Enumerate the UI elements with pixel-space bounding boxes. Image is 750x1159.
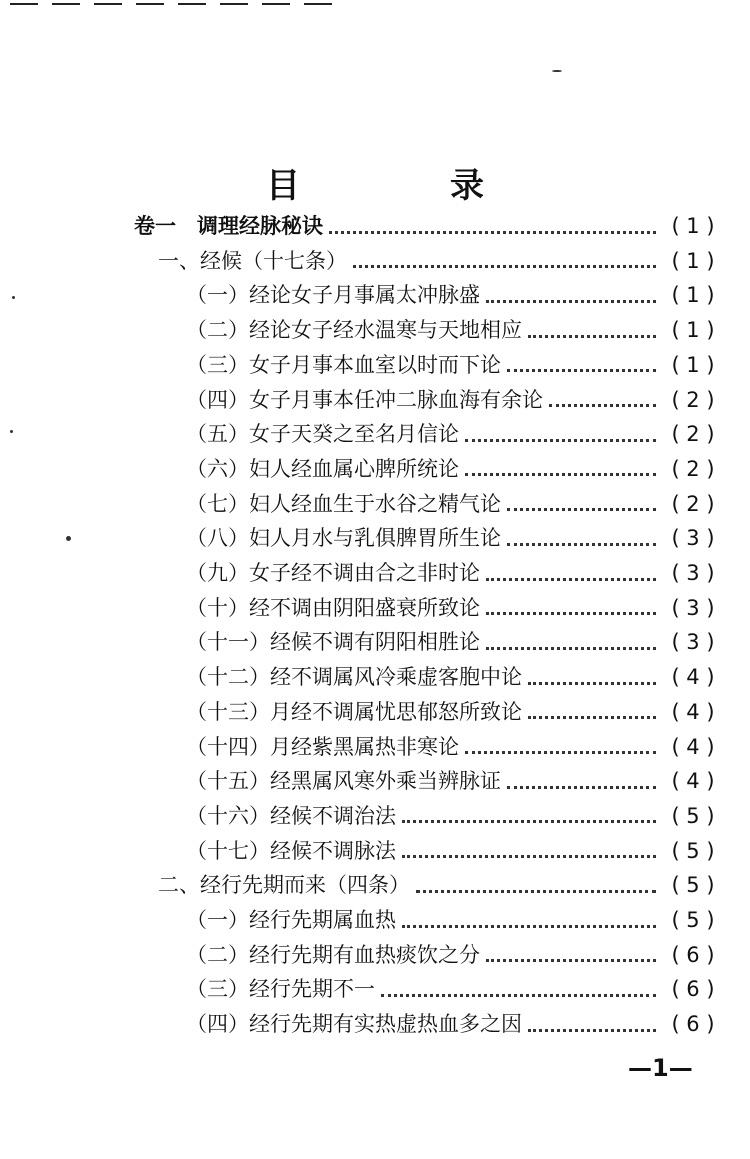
ink-speck — [552, 70, 562, 72]
toc-entry[interactable] — [186, 591, 724, 625]
toc-entry-label: （六）妇人经血属心脾所统论 — [186, 456, 459, 481]
dot-leader — [486, 300, 656, 303]
toc-entry-label: （十二）经不调属风冷乘虚客胞中论 — [186, 665, 522, 690]
toc-entry-page: ( 2 ) — [671, 491, 715, 516]
toc-entry[interactable] — [186, 660, 724, 694]
toc-entry[interactable] — [186, 695, 724, 729]
toc-entry[interactable] — [186, 278, 724, 312]
dot-leader — [465, 751, 656, 754]
dot-leader — [353, 265, 656, 268]
toc-entry-label: （十三）月经不调属忧思郁怒所致论 — [186, 699, 522, 724]
toc-entry-label: （十七）经候不调脉法 — [186, 838, 396, 863]
dot-leader — [528, 335, 656, 338]
toc-entry-page: ( 2 ) — [671, 456, 715, 481]
dot-leader — [486, 612, 656, 615]
toc-entry[interactable] — [186, 487, 724, 521]
toc-entry-page: ( 6 ) — [671, 977, 715, 1002]
toc-entry-page: ( 2 ) — [671, 422, 715, 447]
toc-entry-label: （一）经论女子月事属太冲脉盛 — [186, 283, 480, 308]
dot-leader — [507, 786, 656, 789]
toc-entry-label: 卷一 调理经脉秘诀 — [134, 214, 323, 238]
toc-entry-page: ( 1 ) — [671, 318, 715, 343]
toc-entry[interactable] — [186, 1007, 724, 1041]
dot-leader — [528, 682, 656, 685]
toc-entry-page: ( 6 ) — [671, 942, 715, 967]
toc-entry-page: ( 4 ) — [671, 769, 715, 794]
toc-entry-page: ( 5 ) — [671, 908, 715, 932]
ink-speck — [12, 296, 15, 299]
toc-entry-label: （二）经行先期有血热痰饮之分 — [186, 942, 480, 967]
dot-leader — [507, 508, 656, 511]
toc-entry-page: ( 5 ) — [671, 838, 715, 863]
toc-entry-label: （八）妇人月水与乳俱脾胃所生论 — [186, 526, 501, 551]
dot-leader — [402, 855, 656, 858]
toc-entry-page: ( 5 ) — [671, 803, 715, 828]
toc-entry-label: （七）妇人经血生于水谷之精气论 — [186, 491, 501, 516]
toc-entry[interactable] — [186, 730, 724, 764]
toc-entry-page: ( 2 ) — [671, 387, 715, 412]
toc-entry-page: ( 5 ) — [671, 873, 715, 898]
toc-entry-page: ( 1 ) — [671, 283, 715, 308]
toc-entry[interactable] — [186, 903, 724, 937]
toc-entry-label: （三）经行先期不一 — [186, 977, 375, 1002]
toc-entry[interactable] — [186, 348, 724, 382]
toc-entry-page: ( 1 ) — [671, 248, 715, 273]
ink-speck — [10, 430, 13, 433]
toc-entry-label: （十一）经候不调有阴阳相胜论 — [186, 630, 480, 655]
toc-entry-label: 一、经候（十七条） — [158, 248, 347, 273]
dot-leader — [507, 369, 656, 372]
toc-entry-label: （三）女子月事本血室以时而下论 — [186, 352, 501, 377]
toc-entry[interactable] — [186, 764, 724, 798]
toc-entry[interactable] — [158, 868, 724, 902]
toc-entry[interactable] — [186, 799, 724, 833]
toc-entry[interactable] — [186, 383, 724, 417]
dot-leader — [549, 404, 656, 407]
page-title: 目 录 — [266, 166, 542, 206]
toc-entry[interactable] — [186, 452, 724, 486]
toc-entry-page: ( 4 ) — [671, 699, 715, 724]
ink-speck — [66, 536, 71, 541]
toc-entry[interactable] — [186, 834, 724, 868]
toc-entry-label: （四）经行先期有实热虚热血多之因 — [186, 1012, 522, 1037]
toc-entry-label: （十四）月经紫黑属热非寒论 — [186, 734, 459, 759]
dot-leader — [528, 716, 656, 719]
dot-leader — [528, 1029, 656, 1032]
dot-leader — [465, 473, 656, 476]
dot-leader — [416, 890, 656, 893]
dot-leader — [486, 578, 656, 581]
toc-entry-page: ( 1 ) — [671, 352, 715, 377]
dot-leader — [381, 994, 656, 997]
toc-entry-page: ( 3 ) — [671, 526, 715, 551]
toc-entry[interactable] — [186, 625, 724, 659]
toc-entry[interactable] — [158, 244, 724, 278]
toc-entry-label: （十）经不调由阴阳盛衰所致论 — [186, 595, 480, 620]
toc-entry[interactable] — [134, 209, 724, 243]
toc-entry-label: （二）经论女子经水温寒与天地相应 — [186, 318, 522, 343]
dot-leader — [486, 959, 656, 962]
page-number: —1— — [628, 1054, 693, 1082]
dot-leader — [507, 543, 656, 546]
dot-leader — [402, 925, 656, 928]
toc-entry-label: （四）女子月事本任冲二脉血海有余论 — [186, 387, 543, 412]
toc-entry-page: ( 6 ) — [671, 1012, 715, 1037]
dot-leader — [486, 647, 656, 650]
dot-leader — [402, 820, 656, 823]
toc-entry-label: （五）女子天癸之至名月信论 — [186, 422, 459, 447]
header-rule — [0, 0, 370, 8]
toc-entry-page: ( 3 ) — [671, 595, 715, 620]
dot-leader — [329, 231, 656, 234]
toc-entry[interactable] — [186, 938, 724, 972]
toc-entry[interactable] — [186, 417, 724, 451]
toc-entry-page: ( 1 ) — [671, 214, 715, 238]
toc-entry-label: 二、经行先期而来（四条） — [158, 873, 410, 898]
toc-entry[interactable] — [186, 556, 724, 590]
toc-entry[interactable] — [186, 972, 724, 1006]
toc-entry[interactable] — [186, 313, 724, 347]
toc-entry-page: ( 3 ) — [671, 630, 715, 655]
toc-entry-page: ( 3 ) — [671, 561, 715, 585]
toc-entry-label: （十六）经候不调治法 — [186, 803, 396, 828]
toc-entry-label: （九）女子经不调由合之非时论 — [186, 561, 480, 585]
toc-entry-page: ( 4 ) — [671, 734, 715, 759]
toc-entry[interactable] — [186, 521, 724, 555]
toc-entry-label: （一）经行先期属血热 — [186, 908, 396, 932]
toc-entry-page: ( 4 ) — [671, 665, 715, 690]
dot-leader — [465, 439, 656, 442]
toc-entry-label: （十五）经黑属风寒外乘当辨脉证 — [186, 769, 501, 794]
